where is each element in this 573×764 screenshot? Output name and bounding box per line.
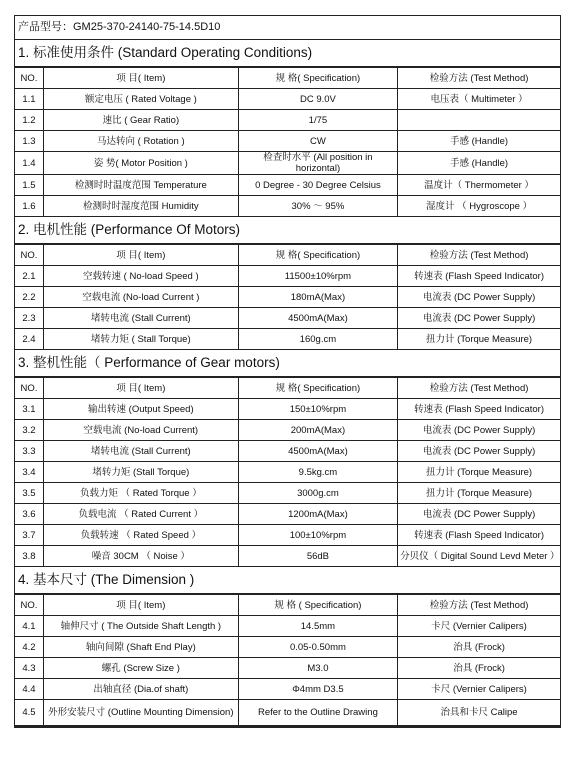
- table-row: [15, 131, 560, 152]
- column-header-row-number: NO.: [15, 245, 43, 266]
- table-header-row: [15, 245, 560, 266]
- product-model: 产品型号：GM25-370-24140-75-14.5D10: [15, 16, 560, 40]
- cell-test-method: 治具 (Frock): [398, 637, 560, 658]
- column-header-specification: 规 格 ( Specification): [238, 595, 397, 616]
- column-header-item: 项 目( Item): [43, 595, 238, 616]
- cell-row-number: 2.1: [15, 266, 43, 287]
- cell-specification: 4500mA(Max): [238, 308, 397, 329]
- cell-item: 堵转电流 (Stall Current): [43, 308, 238, 329]
- table-row: [15, 700, 560, 726]
- cell-row-number: 2.4: [15, 329, 43, 350]
- column-header-test-method: 检验方法 (Test Method): [398, 595, 560, 616]
- spec-table: [15, 377, 560, 567]
- section-title: 2. 电机性能 (Performance Of Motors): [15, 217, 560, 244]
- column-header-specification: 规 格( Specification): [238, 245, 397, 266]
- cell-row-number: 1.4: [15, 152, 43, 175]
- cell-specification: Refer to the Outline Drawing: [238, 700, 397, 726]
- cell-item: 姿 势( Motor Position ): [43, 152, 238, 175]
- cell-test-method: 分贝仪（ Digital Sound Levd Meter ）: [398, 546, 560, 567]
- cell-test-method: 电流表 (DC Power Supply): [398, 287, 560, 308]
- cell-item: 负载转速 （ Rated Speed ）: [43, 525, 238, 546]
- table-row: [15, 525, 560, 546]
- cell-row-number: 2.2: [15, 287, 43, 308]
- cell-specification: 0 Degree - 30 Degree Celsius: [238, 175, 397, 196]
- cell-item: 螺孔 (Screw Size ): [43, 658, 238, 679]
- cell-row-number: 3.2: [15, 420, 43, 441]
- cell-item: 负载电流 （ Rated Current ）: [43, 504, 238, 525]
- table-row: [15, 420, 560, 441]
- cell-test-method: 卡尺 (Vernier Calipers): [398, 616, 560, 637]
- spec-table: [15, 244, 560, 350]
- cell-item: 噪音 30CM （ Noise ）: [43, 546, 238, 567]
- table-row: [15, 679, 560, 700]
- cell-specification: 56dB: [238, 546, 397, 567]
- cell-specification: 3000g.cm: [238, 483, 397, 504]
- cell-item: 空载电流 (No-load Current): [43, 420, 238, 441]
- cell-specification: Φ4mm D3.5: [238, 679, 397, 700]
- table-row: [15, 175, 560, 196]
- table-row: [15, 441, 560, 462]
- cell-row-number: 1.1: [15, 89, 43, 110]
- cell-test-method: 转速表 (Flash Speed Indicator): [398, 266, 560, 287]
- table-row: [15, 89, 560, 110]
- column-header-test-method: 检验方法 (Test Method): [398, 68, 560, 89]
- spec-table: [15, 594, 560, 726]
- cell-item: 输出转速 (Output Speed): [43, 399, 238, 420]
- cell-row-number: 3.8: [15, 546, 43, 567]
- sections-container: [15, 40, 560, 726]
- cell-test-method: 治具 (Frock): [398, 658, 560, 679]
- cell-item: 堵转力矩 (Stall Torque): [43, 462, 238, 483]
- table-row: [15, 658, 560, 679]
- column-header-row-number: NO.: [15, 378, 43, 399]
- cell-specification: 1200mA(Max): [238, 504, 397, 525]
- cell-row-number: 1.5: [15, 175, 43, 196]
- column-header-item: 项 目( Item): [43, 68, 238, 89]
- cell-item: 空载电流 (No-load Current ): [43, 287, 238, 308]
- cell-row-number: 4.3: [15, 658, 43, 679]
- cell-test-method: 扭力计 (Torque Measure): [398, 329, 560, 350]
- cell-row-number: 4.2: [15, 637, 43, 658]
- table-row: [15, 637, 560, 658]
- cell-item: 堵转电流 (Stall Current): [43, 441, 238, 462]
- spec-sheet: [14, 15, 561, 728]
- table-row: [15, 196, 560, 217]
- cell-test-method: 电流表 (DC Power Supply): [398, 441, 560, 462]
- cell-specification: 100±10%rpm: [238, 525, 397, 546]
- column-header-item: 项 目( Item): [43, 245, 238, 266]
- cell-specification: 11500±10%rpm: [238, 266, 397, 287]
- table-row: [15, 308, 560, 329]
- cell-test-method: 湿度计 （ Hygroscope ）: [398, 196, 560, 217]
- section-title: 4. 基本尺寸 (The Dimension ): [15, 567, 560, 594]
- cell-row-number: 4.5: [15, 700, 43, 726]
- cell-specification: DC 9.0V: [238, 89, 397, 110]
- cell-test-method: 卡尺 (Vernier Calipers): [398, 679, 560, 700]
- table-header-row: [15, 68, 560, 89]
- cell-test-method: 手感 (Handle): [398, 152, 560, 175]
- cell-specification: 检查时水平 (All position in horizontal): [238, 152, 397, 175]
- cell-row-number: 1.6: [15, 196, 43, 217]
- cell-row-number: 4.4: [15, 679, 43, 700]
- table-row: [15, 546, 560, 567]
- table-row: [15, 483, 560, 504]
- cell-row-number: 3.4: [15, 462, 43, 483]
- table-row: [15, 329, 560, 350]
- cell-test-method: 电流表 (DC Power Supply): [398, 504, 560, 525]
- cell-test-method: 治具和卡尺 Calipe: [398, 700, 560, 726]
- cell-row-number: 1.2: [15, 110, 43, 131]
- cell-specification: 200mA(Max): [238, 420, 397, 441]
- column-header-row-number: NO.: [15, 595, 43, 616]
- table-header-row: [15, 378, 560, 399]
- table-row: [15, 152, 560, 175]
- spec-table: [15, 67, 560, 217]
- cell-test-method: 转速表 (Flash Speed Indicator): [398, 525, 560, 546]
- column-header-item: 项 目( Item): [43, 378, 238, 399]
- table-row: [15, 110, 560, 131]
- cell-specification: 4500mA(Max): [238, 441, 397, 462]
- cell-test-method: 电流表 (DC Power Supply): [398, 420, 560, 441]
- cell-item: 速比 ( Gear Ratio): [43, 110, 238, 131]
- cell-row-number: 3.7: [15, 525, 43, 546]
- cell-item: 堵转力矩 ( Stall Torque): [43, 329, 238, 350]
- cell-test-method: 扭力计 (Torque Measure): [398, 462, 560, 483]
- cell-specification: 150±10%rpm: [238, 399, 397, 420]
- cell-specification: CW: [238, 131, 397, 152]
- column-header-row-number: NO.: [15, 68, 43, 89]
- cell-test-method: [398, 110, 560, 131]
- table-row: [15, 504, 560, 525]
- cell-row-number: 3.5: [15, 483, 43, 504]
- cell-specification: 30% ～ 95%: [238, 196, 397, 217]
- cell-row-number: 3.1: [15, 399, 43, 420]
- cell-item: 马达转向 ( Rotation ): [43, 131, 238, 152]
- column-header-specification: 规 格( Specification): [238, 68, 397, 89]
- cell-item: 轴伸尺寸 ( The Outside Shaft Length ): [43, 616, 238, 637]
- cell-test-method: 电压表（ Multimeter ）: [398, 89, 560, 110]
- cell-item: 额定电压 ( Rated Voltage ): [43, 89, 238, 110]
- cell-specification: 1/75: [238, 110, 397, 131]
- column-header-specification: 规 格( Specification): [238, 378, 397, 399]
- cell-test-method: 手感 (Handle): [398, 131, 560, 152]
- section-title: 1. 标准使用条件 (Standard Operating Conditions): [15, 40, 560, 67]
- cell-specification: 9.5kg.cm: [238, 462, 397, 483]
- cell-item: 负载力矩 （ Rated Torque ）: [43, 483, 238, 504]
- cell-item: 空载转速 ( No-load Speed ): [43, 266, 238, 287]
- cell-row-number: 1.3: [15, 131, 43, 152]
- cell-specification: M3.0: [238, 658, 397, 679]
- section-title: 3. 整机性能（ Performance of Gear motors): [15, 350, 560, 377]
- table-row: [15, 462, 560, 483]
- cell-specification: 160g.cm: [238, 329, 397, 350]
- table-row: [15, 399, 560, 420]
- cell-test-method: 电流表 (DC Power Supply): [398, 308, 560, 329]
- cell-test-method: 转速表 (Flash Speed Indicator): [398, 399, 560, 420]
- cell-test-method: 温度计（ Thermometer ）: [398, 175, 560, 196]
- cell-item: 出轴直径 (Dia.of shaft): [43, 679, 238, 700]
- table-row: [15, 266, 560, 287]
- table-row: [15, 616, 560, 637]
- column-header-test-method: 检验方法 (Test Method): [398, 245, 560, 266]
- cell-item: 外形安装尺寸 (Outline Mounting Dimension): [43, 700, 238, 726]
- cell-item: 检测时时湿度范围 Humidity: [43, 196, 238, 217]
- cell-row-number: 4.1: [15, 616, 43, 637]
- table-header-row: [15, 595, 560, 616]
- cell-row-number: 2.3: [15, 308, 43, 329]
- cell-specification: 14.5mm: [238, 616, 397, 637]
- cell-test-method: 扭力计 (Torque Measure): [398, 483, 560, 504]
- cell-row-number: 3.3: [15, 441, 43, 462]
- cell-specification: 180mA(Max): [238, 287, 397, 308]
- cell-item: 轴向间隙 (Shaft End Play): [43, 637, 238, 658]
- table-row: [15, 287, 560, 308]
- cell-item: 检测时时温度范围 Temperature: [43, 175, 238, 196]
- column-header-test-method: 检验方法 (Test Method): [398, 378, 560, 399]
- cell-row-number: 3.6: [15, 504, 43, 525]
- cell-specification: 0.05-0.50mm: [238, 637, 397, 658]
